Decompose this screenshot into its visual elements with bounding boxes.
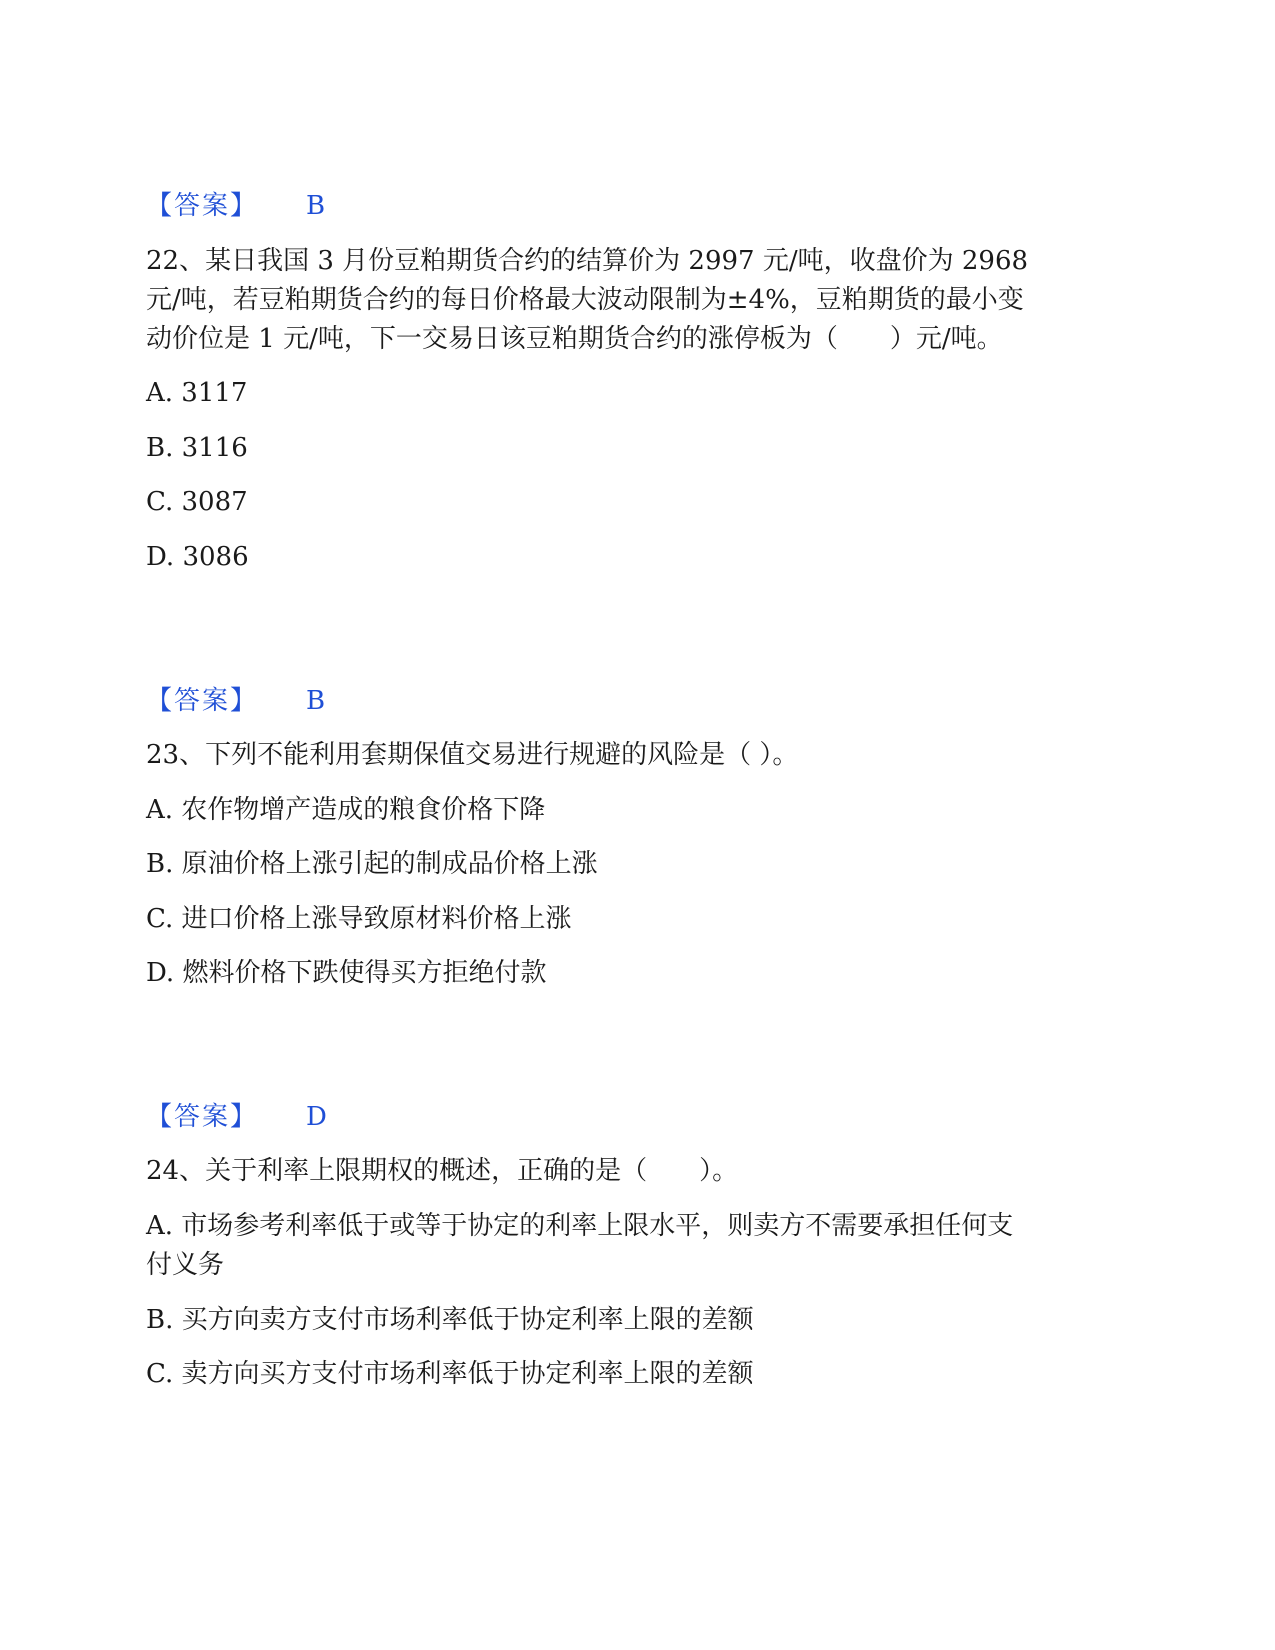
question-22-line-3: 动价位是 1 元/吨，下一交易日该豆粕期货合约的涨停板为（ ）元/吨。 xyxy=(146,324,1003,354)
option-22-a: A. 3117 xyxy=(146,378,248,408)
option-23-d: D. 燃料价格下跌使得买方拒绝付款 xyxy=(146,958,547,988)
option-24-c: C. 卖方向买方支付市场利率低于协定利率上限的差额 xyxy=(146,1359,754,1389)
option-24-a-line-2: 付义务 xyxy=(146,1250,225,1280)
answer-value: B xyxy=(306,686,326,716)
option-23-a: A. 农作物增产造成的粮食价格下降 xyxy=(146,795,546,825)
answer-value: D xyxy=(306,1102,327,1132)
option-24-b: B. 买方向卖方支付市场利率低于协定利率上限的差额 xyxy=(146,1305,754,1335)
answer-label: 【答案】 xyxy=(146,686,259,716)
option-22-c: C. 3087 xyxy=(146,487,248,517)
question-22-line-1: 22、某日我国 3 月份豆粕期货合约的结算价为 2997 元/吨，收盘价为 2968 xyxy=(146,246,1029,276)
option-22-d: D. 3086 xyxy=(146,542,249,572)
answer-23 xyxy=(146,1097,446,1137)
answer-label: 【答案】 xyxy=(146,1102,259,1132)
question-23-line-1: 23、下列不能利用套期保值交易进行规避的风险是（ ）。 xyxy=(146,740,799,770)
question-24-line-1: 24、关于利率上限期权的概述，正确的是（ ）。 xyxy=(146,1156,739,1186)
answer-value: B xyxy=(306,191,326,221)
option-23-b: B. 原油价格上涨引起的制成品价格上涨 xyxy=(146,849,598,879)
option-23-c: C. 进口价格上涨导致原材料价格上涨 xyxy=(146,904,572,934)
option-24-a-line-1: A. 市场参考利率低于或等于协定的利率上限水平，则卖方不需要承担任何支 xyxy=(146,1211,1014,1241)
option-22-b: B. 3116 xyxy=(146,433,248,463)
answer-22 xyxy=(146,681,446,721)
question-22-line-2: 元/吨，若豆粕期货合约的每日价格最大波动限制为±4%，豆粕期货的最小变 xyxy=(146,285,1024,315)
answer-21 xyxy=(146,186,446,226)
answer-label: 【答案】 xyxy=(146,191,259,221)
